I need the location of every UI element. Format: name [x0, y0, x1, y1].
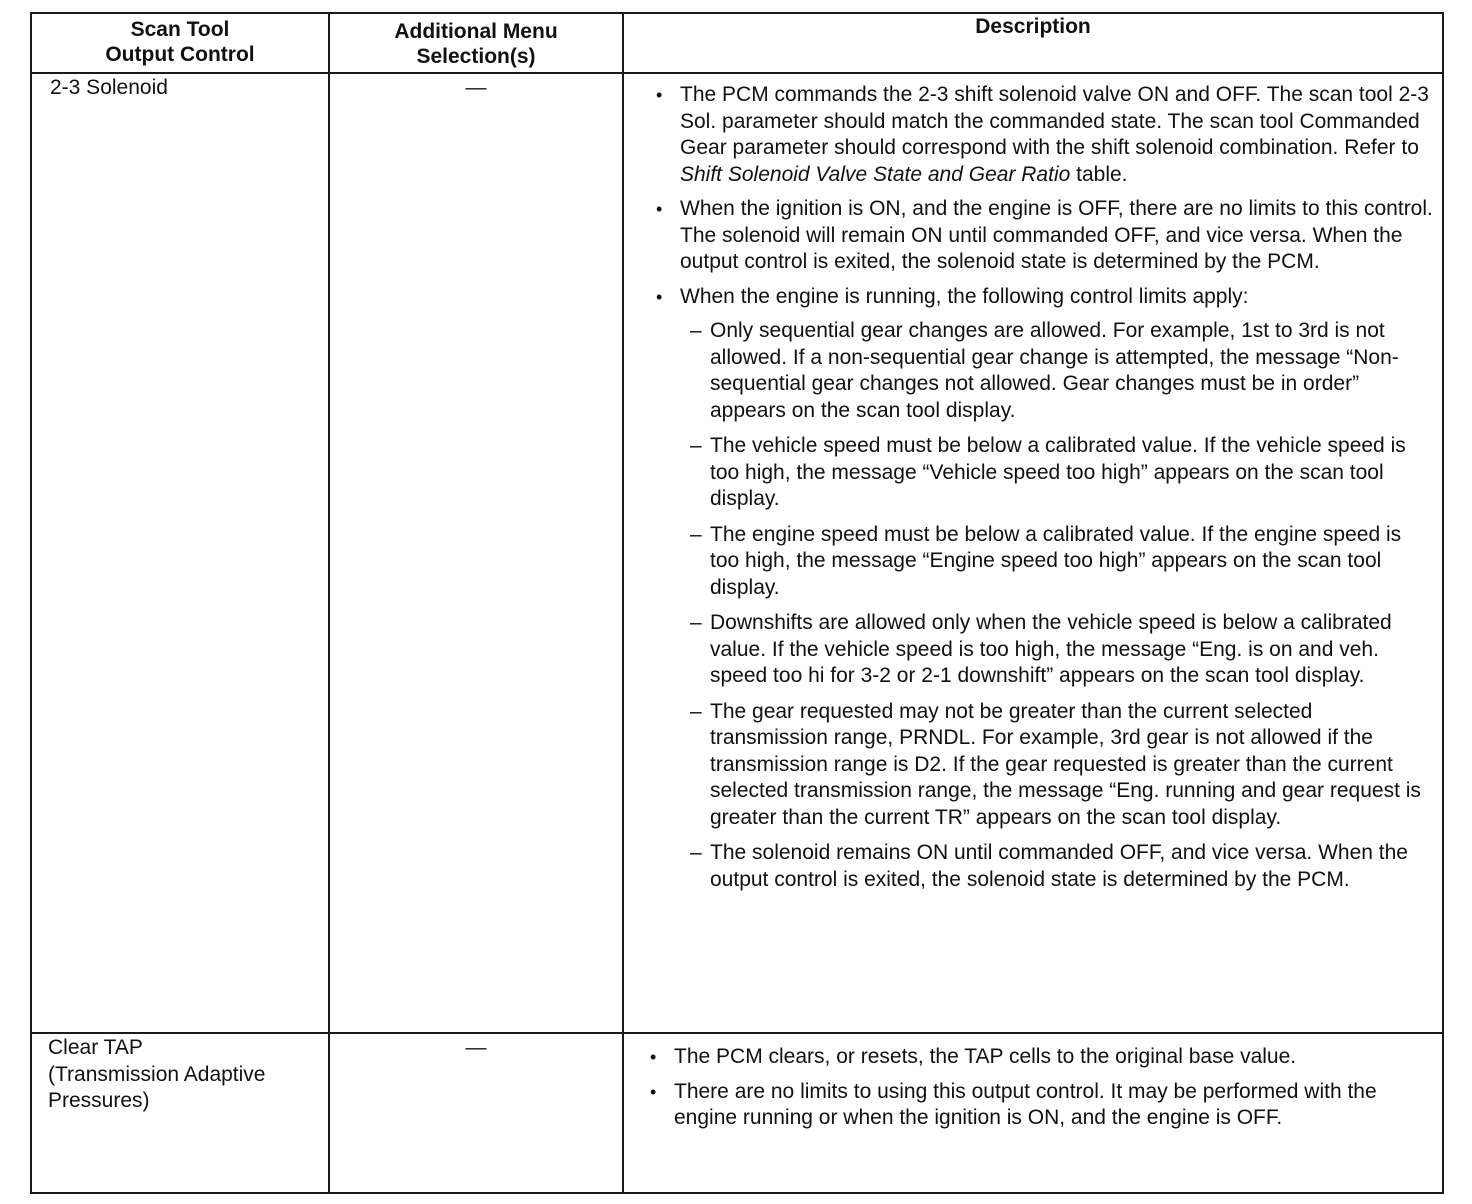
limit-item-downshifts: – Downshifts are allowed only when the vehicle speed is below a calibrated value. If the vehicle speed is too high, the message “Eng. is on and veh. speed too hi for 3-2 or 2-1 downshift” appears on the scan tool display.	[690, 610, 1434, 690]
limit-item-gear-requested: – The gear requested may not be greater than the current selected transmission range, PRNDL. For example, 3rd gear is not allowed if the transmission range is D2. If the gear requested is greater than the current selected transmission range, the message “Eng. running and gear request is greater than the current TR” appears on the scan tool display.	[690, 699, 1434, 832]
row1-bullet-3	[654, 284, 1434, 894]
header-col2-line1: Additional Menu	[394, 20, 558, 43]
row2-name-line2: (Transmission Adaptive Pressures)	[48, 1062, 266, 1112]
header-row	[31, 13, 1443, 73]
header-col1-line1: Scan Tool	[130, 18, 230, 41]
row2-selection: —	[329, 1033, 623, 1193]
row1-bullet-1-text: The PCM commands the 2-3 shift solenoid valve ON and OFF. The scan tool 2-3 Sol. parameter should match the commanded state. The scan tool Commanded Gear parameter should correspond with the shift solenoid combination. Refer to	[680, 83, 1429, 159]
header-col2-line2: Selection(s)	[416, 45, 536, 68]
row1-description	[623, 73, 1443, 1033]
row2-name-line1: Clear TAP	[48, 1036, 143, 1059]
control-limits-list	[680, 318, 1434, 893]
limit-item-engine-speed: – The engine speed must be below a calibrated value. If the engine speed is too high, the message “Engine speed too high” appears on the scan tool display.	[690, 522, 1434, 602]
header-col1-line2: Output Control	[105, 43, 255, 66]
table-row-clear-tap	[31, 1033, 1443, 1193]
row1-bullet-2: • When the ignition is ON, and the engine is OFF, there are no limits to this control. The solenoid will remain ON until commanded OFF, and vice versa. When the output control is exited, the solenoid state is determined by the PCM.	[654, 196, 1434, 276]
limit-item-sequential-gears: – Only sequential gear changes are allowed. For example, 1st to 3rd is not allowed. If a non-sequential gear change is attempted, the message “Non-sequential gear changes not allowed. Gear changes must be in order” appears on the scan tool display.	[690, 318, 1434, 424]
row2-name	[31, 1033, 329, 1193]
row1-bullet-list	[654, 82, 1434, 893]
row1-bullet-1-tail: table.	[1076, 162, 1128, 186]
header-col3: Description	[975, 15, 1091, 38]
row2-bullet-1: • The PCM clears, or resets, the TAP cells to the original base value.	[648, 1044, 1434, 1071]
row2-bullet-list	[648, 1044, 1434, 1132]
header-additional-menu-selections	[329, 13, 623, 73]
row2-description	[623, 1033, 1443, 1193]
row1-name: 2-3 Solenoid	[31, 73, 329, 1033]
output-control-table	[30, 12, 1444, 1194]
limit-item-vehicle-speed: – The vehicle speed must be below a calibrated value. If the vehicle speed is too high, the message “Vehicle speed too high” appears on the scan tool display.	[690, 433, 1434, 513]
limit-item-solenoid-state: – The solenoid remains ON until commanded OFF, and vice versa. When the output control is exited, the solenoid state is determined by the PCM.	[690, 840, 1434, 893]
header-scan-tool-output-control	[31, 13, 329, 73]
row2-bullet-2: • There are no limits to using this output control. It may be performed with the engine running or when the ignition is ON, and the engine is OFF.	[648, 1079, 1434, 1132]
row1-selection: —	[329, 73, 623, 1033]
table-row-2-3-solenoid	[31, 73, 1443, 1033]
row1-bullet-1	[654, 82, 1434, 188]
header-description	[623, 13, 1443, 73]
row1-bullet-3-text: When the engine is running, the following control limits apply:	[680, 284, 1249, 308]
row1-bullet-1-table-reference: Shift Solenoid Valve State and Gear Ratio	[680, 162, 1071, 186]
